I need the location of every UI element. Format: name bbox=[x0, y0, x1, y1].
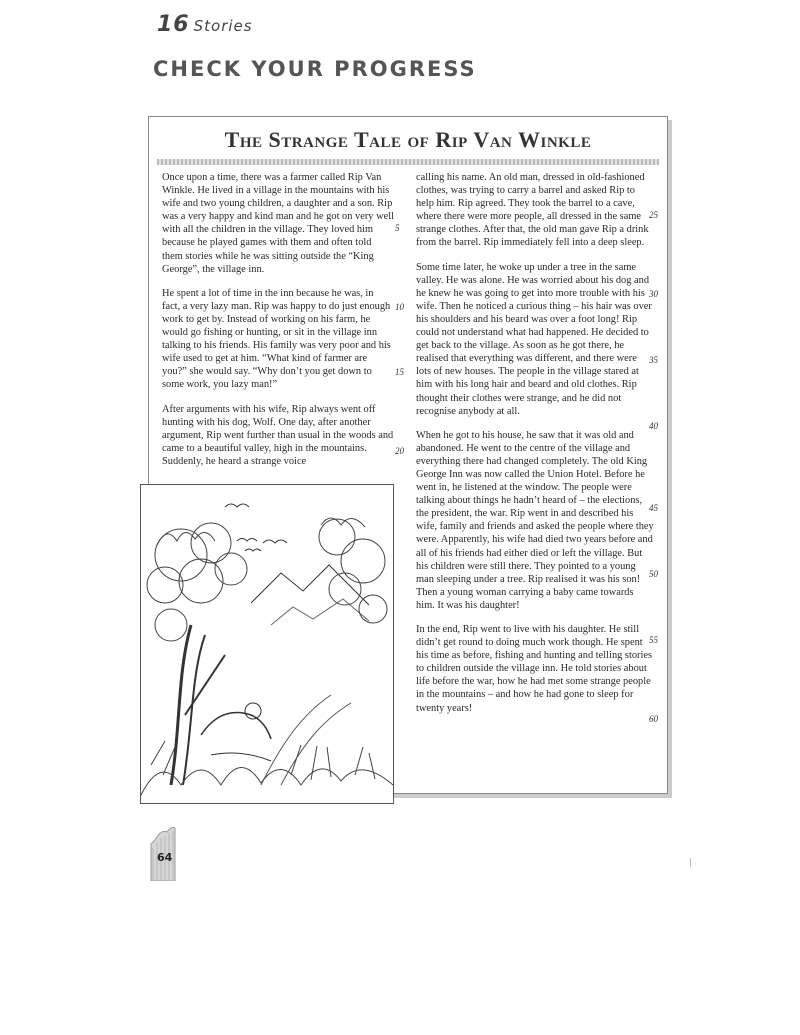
paragraph: After arguments with his wife, Rip always went off hunting with his dog, Wolf. One day, after another argument, Rip went further than usual in the woods and came to a beautiful valley, high in the mountains. Suddenly, he heard a strange voice bbox=[162, 403, 394, 467]
title-divider bbox=[157, 159, 659, 165]
paragraph: calling his name. An old man, dressed in old-fashioned clothes, was trying to carry a barrel and asked Rip to help him. Rip agreed. They took the barrel to a cave, where there were more people, all dressed in the same strange clothes. After that, the old man gave Rip a drink from the barrel. Rip immediately fell into a deep sleep. bbox=[416, 172, 649, 249]
unit-number: 16 bbox=[157, 12, 190, 37]
line-number: 60 bbox=[649, 714, 658, 724]
paragraph: Some time later, he woke up under a tree in the same valley. He was alone. He was worried about his dog and he knew he was going to get into more trouble with his wife. Then he noticed a curious thing – his hair was over his shoulders and his beard was over a foot long! Rip could not understand what had happened. He decided to get back to the village. As soon as he got there, he realised that everything was different, and there were lots of new houses. The people in the village stared at him with his long hair and beard and old clothes. Rip thought their clothes were strange, and he did not recognise anybody at all. bbox=[416, 261, 652, 417]
section-heading: CHECK YOUR PROGRESS bbox=[153, 57, 477, 81]
left-column bbox=[162, 171, 394, 479]
line-number: 45 bbox=[649, 503, 658, 513]
line-number: 10 bbox=[395, 302, 404, 312]
paragraph: Once upon a time, there was a farmer called Rip Van Winkle. He lived in a village in the mountains with his wife and two young children, a daughter and a son. Rip was a very happy and kind man and he got on very well with all the children in the village. They loved him because he played games with them and often told them stories while he was sitting outside the “King George”, the village inn. bbox=[162, 172, 394, 275]
scan-speck bbox=[690, 858, 691, 867]
line-number: 35 bbox=[649, 355, 658, 365]
line-number: 20 bbox=[395, 446, 404, 456]
paragraph: In the end, Rip went to live with his daughter. He still didn’t get round to doing much work though. He spent his time as before, fishing and hunting and telling stories to children outside the village inn. He told stories about life before the war, how he had met some strange people in the mountains – and how he had gone to sleep for twenty years! bbox=[416, 624, 653, 714]
right-column bbox=[416, 171, 654, 726]
line-number: 30 bbox=[649, 289, 658, 299]
line-number: 15 bbox=[395, 367, 404, 377]
page-number: 64 bbox=[157, 851, 173, 864]
unit-title: Stories bbox=[193, 17, 253, 35]
line-number: 50 bbox=[649, 569, 658, 579]
line-number: 55 bbox=[649, 635, 658, 645]
paragraph: When he got to his house, he saw that it was old and abandoned. He went to the centre of the village and everything there had changed completely. The old King George Inn was now called the Union Hotel. Before he went in, he listened at the window. The people were talking about things he hadn’t heard of – the elections, the president, the war. Rip went in and described his wife, family and friends and asked the people where they were. Apparently, his wife had died two years before and all of his friends had either died or left the village. But his children were still there. They pointed to a young man sleeping under a tree. Rip realised it was his son! Then a young woman carrying a baby came towards him. It was his daughter! bbox=[416, 429, 654, 611]
line-number: 25 bbox=[649, 210, 658, 220]
line-number: 40 bbox=[649, 421, 658, 431]
line-number: 5 bbox=[395, 223, 400, 233]
article-title: The Strange Tale of Rip Van Winkle bbox=[224, 127, 592, 152]
unit-label bbox=[157, 12, 253, 37]
paragraph: He spent a lot of time in the inn because he was, in fact, a very lazy man. Rip was happy to do just enough work to get by. Instead of working on his farm, he would go fishing or hunting, or sit in the village inn talking to his friends. His family was very poor and his wife used to get at him. “What kind of farmer are you?” she would say. “Why don’t you get down to some work, you lazy man!” bbox=[162, 287, 391, 391]
rip-van-winkle-sleeping-illustration-icon bbox=[140, 484, 394, 804]
